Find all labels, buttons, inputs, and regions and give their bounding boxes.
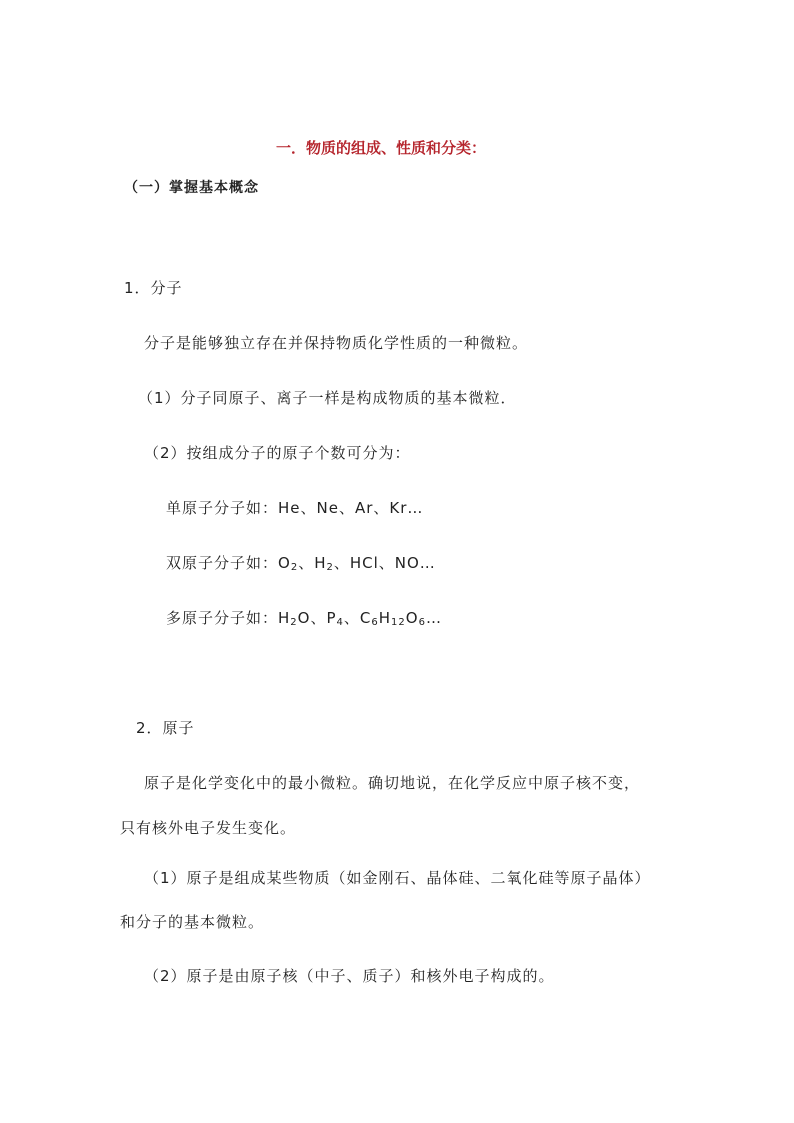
diatomic-line [166, 553, 436, 573]
molecule-item-2: （2）按组成分子的原子个数可分为： [144, 444, 411, 462]
formula-text: 、C [343, 609, 372, 627]
polyatomic-line [166, 608, 442, 628]
formula-subscript: 2 [290, 562, 299, 573]
section-subtitle: （一）掌握基本概念 [124, 180, 259, 196]
formula-subscript: 4 [336, 617, 344, 628]
monatomic-examples: He、Ne、Ar、Kr… [278, 499, 424, 517]
formula-subscript: 12 [391, 617, 406, 628]
formula-subscript: 6 [371, 617, 379, 628]
polyatomic-label: 多原子分子如： [166, 609, 279, 627]
atom-item-1-line-2: 和分子的基本微粒。 [120, 913, 265, 931]
formula-text: O、P [297, 609, 337, 627]
atom-item-1-line-1: （1）原子是组成某些物质（如金刚石、晶体硅、二氧化硅等原子晶体） [144, 869, 651, 887]
atom-intro-line-1: 原子是化学变化中的最小微粒。确切地说，在化学反应中原子核不变， [144, 774, 641, 792]
formula-subscript: 2 [326, 562, 334, 573]
atom-intro-line-2: 只有核外电子发生变化。 [120, 819, 297, 837]
formula-subscript: 2 [290, 617, 298, 628]
atom-item-2: （2）原子是由原子核（中子、质子）和核外电子构成的。 [144, 967, 555, 985]
formula-text: H [278, 609, 291, 627]
atom-heading: 2．原子 [136, 719, 195, 737]
monatomic-line [166, 498, 423, 518]
monatomic-label: 单原子分子如： [166, 499, 279, 517]
formula-text: O [278, 554, 291, 572]
formula-text: O [405, 609, 419, 627]
formula-text: … [425, 609, 442, 627]
formula-text: 、H [298, 554, 327, 572]
formula-text: H [378, 609, 392, 627]
document-title: 一．物质的组成、性质和分类： [276, 139, 487, 157]
formula-text: 、HCl、NO… [333, 554, 436, 572]
diatomic-label: 双原子分子如： [166, 554, 279, 572]
molecule-item-1: （1）分子同原子、离子一样是构成物质的基本微粒． [138, 389, 517, 407]
molecule-heading: 1．分子 [124, 279, 183, 297]
formula-subscript: 6 [418, 617, 426, 628]
molecule-intro: 分子是能够独立存在并保持物质化学性质的一种微粒。 [144, 334, 529, 352]
